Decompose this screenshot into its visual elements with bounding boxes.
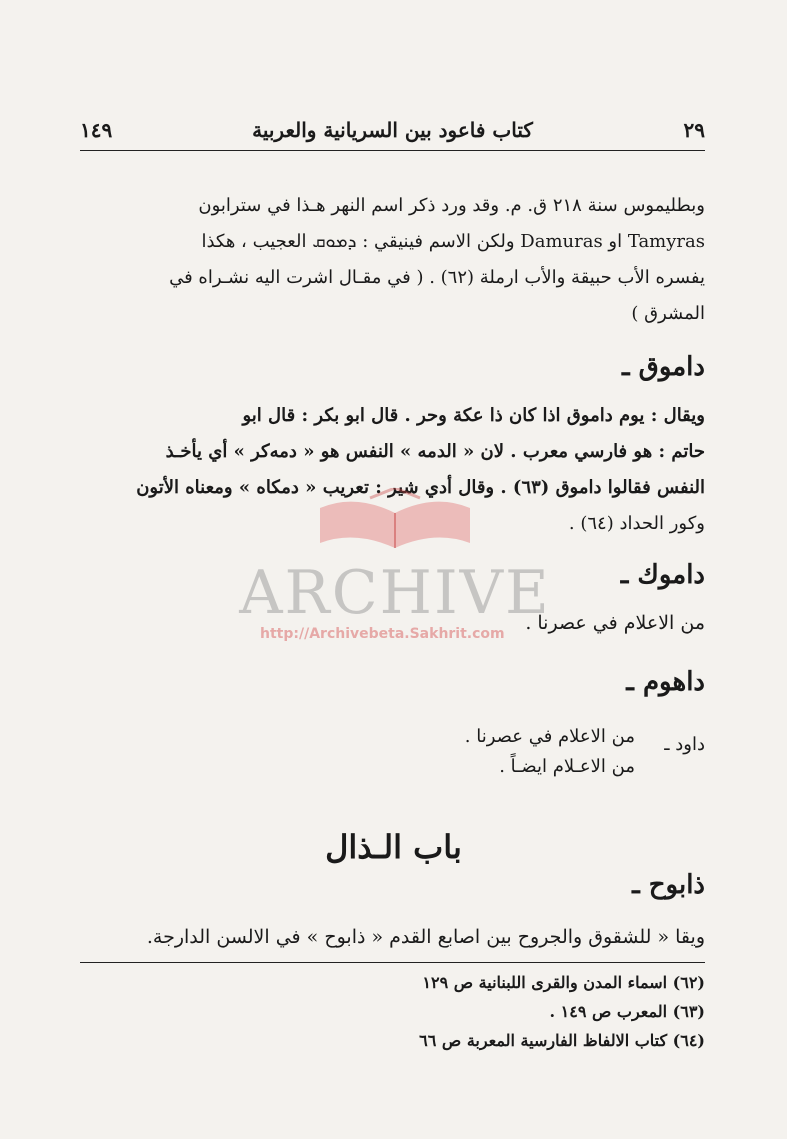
text-line: من الاعـلام ايضـاً .: [499, 756, 635, 777]
text-line: حاتم : هو فارسي معرب . لان « الدمه » النفس هو « دمه‌كر » أي يأخـذ: [165, 441, 705, 462]
entry-heading-damuq: داموق ـ: [621, 352, 705, 382]
text-line: النفس فقالوا داموق (٦٣) . وقال أدي شير : تعريب « دمكاه » ومعناه الأتون: [136, 477, 705, 498]
text-line: ويقا « للشقوق والجروح بين اصابع القدم « ذابوح » في الالسن الدارجة.: [146, 926, 705, 948]
header-rule: [80, 150, 705, 151]
text-line: من الاعلام في عصرنا .: [464, 726, 635, 747]
entry-body-dhabuh: [80, 920, 705, 954]
text-line: يفسره الأب حبيقة والأب ارملة (٦٢) . ( في مقـال اشرت اليه نشـراه في: [169, 267, 705, 288]
entry-body-damuk: من الاعلام في عصرنا .: [525, 612, 705, 634]
dawud-label: داود ـ: [664, 734, 705, 755]
dahum-lines: [465, 722, 635, 782]
footnote-item: (٦٢) اسماء المدن والقرى اللبنانية ص ١٢٩: [422, 973, 705, 992]
text-line: وبطليموس سنة ٢١٨ ق. م. وقد ورد ذكر اسم النهر هـذا في سترابون: [198, 195, 705, 216]
text-line: المشرق ): [631, 303, 705, 324]
footnote-item: (٦٣) المعرب ص ١٤٩ .: [549, 1002, 705, 1021]
text-line: Tamyras او Damuras ولكن الاسم فينيقي : ܕܡܘܩ العجيب ، هكذا: [201, 231, 705, 252]
footnote-rule: [80, 962, 705, 963]
watermark-text: ARCHIVE: [239, 558, 551, 628]
text-line: ويقال : يوم داموق اذا كان ذا عكة وحر . قال ابو بكر : قال ابو: [242, 405, 705, 426]
running-title: كتاب فاعود بين السريانية والعربية: [252, 118, 533, 142]
page-number-right: ٢٩: [683, 118, 705, 142]
entry-heading-dhabuh: ذابوح ـ: [632, 870, 705, 900]
entry-body-damuq: [80, 398, 705, 542]
chapter-title: باب الـذال: [325, 828, 462, 866]
paragraph-intro: [80, 188, 705, 332]
watermark-url: http://Archivebeta.Sakhrit.com: [260, 626, 505, 642]
entry-heading-damuk: داموك ـ: [620, 560, 705, 590]
text-line: وكور الحداد (٦٤) .: [568, 513, 705, 534]
page-number-left: ١٤٩: [80, 118, 113, 142]
page-header: [80, 118, 705, 148]
footnotes: [419, 968, 705, 1055]
entry-heading-dahum: داهوم ـ: [626, 667, 705, 697]
footnote-item: (٦٤) كتاب الالفاظ الفارسية المعربة ص ٦٦: [419, 1031, 705, 1050]
